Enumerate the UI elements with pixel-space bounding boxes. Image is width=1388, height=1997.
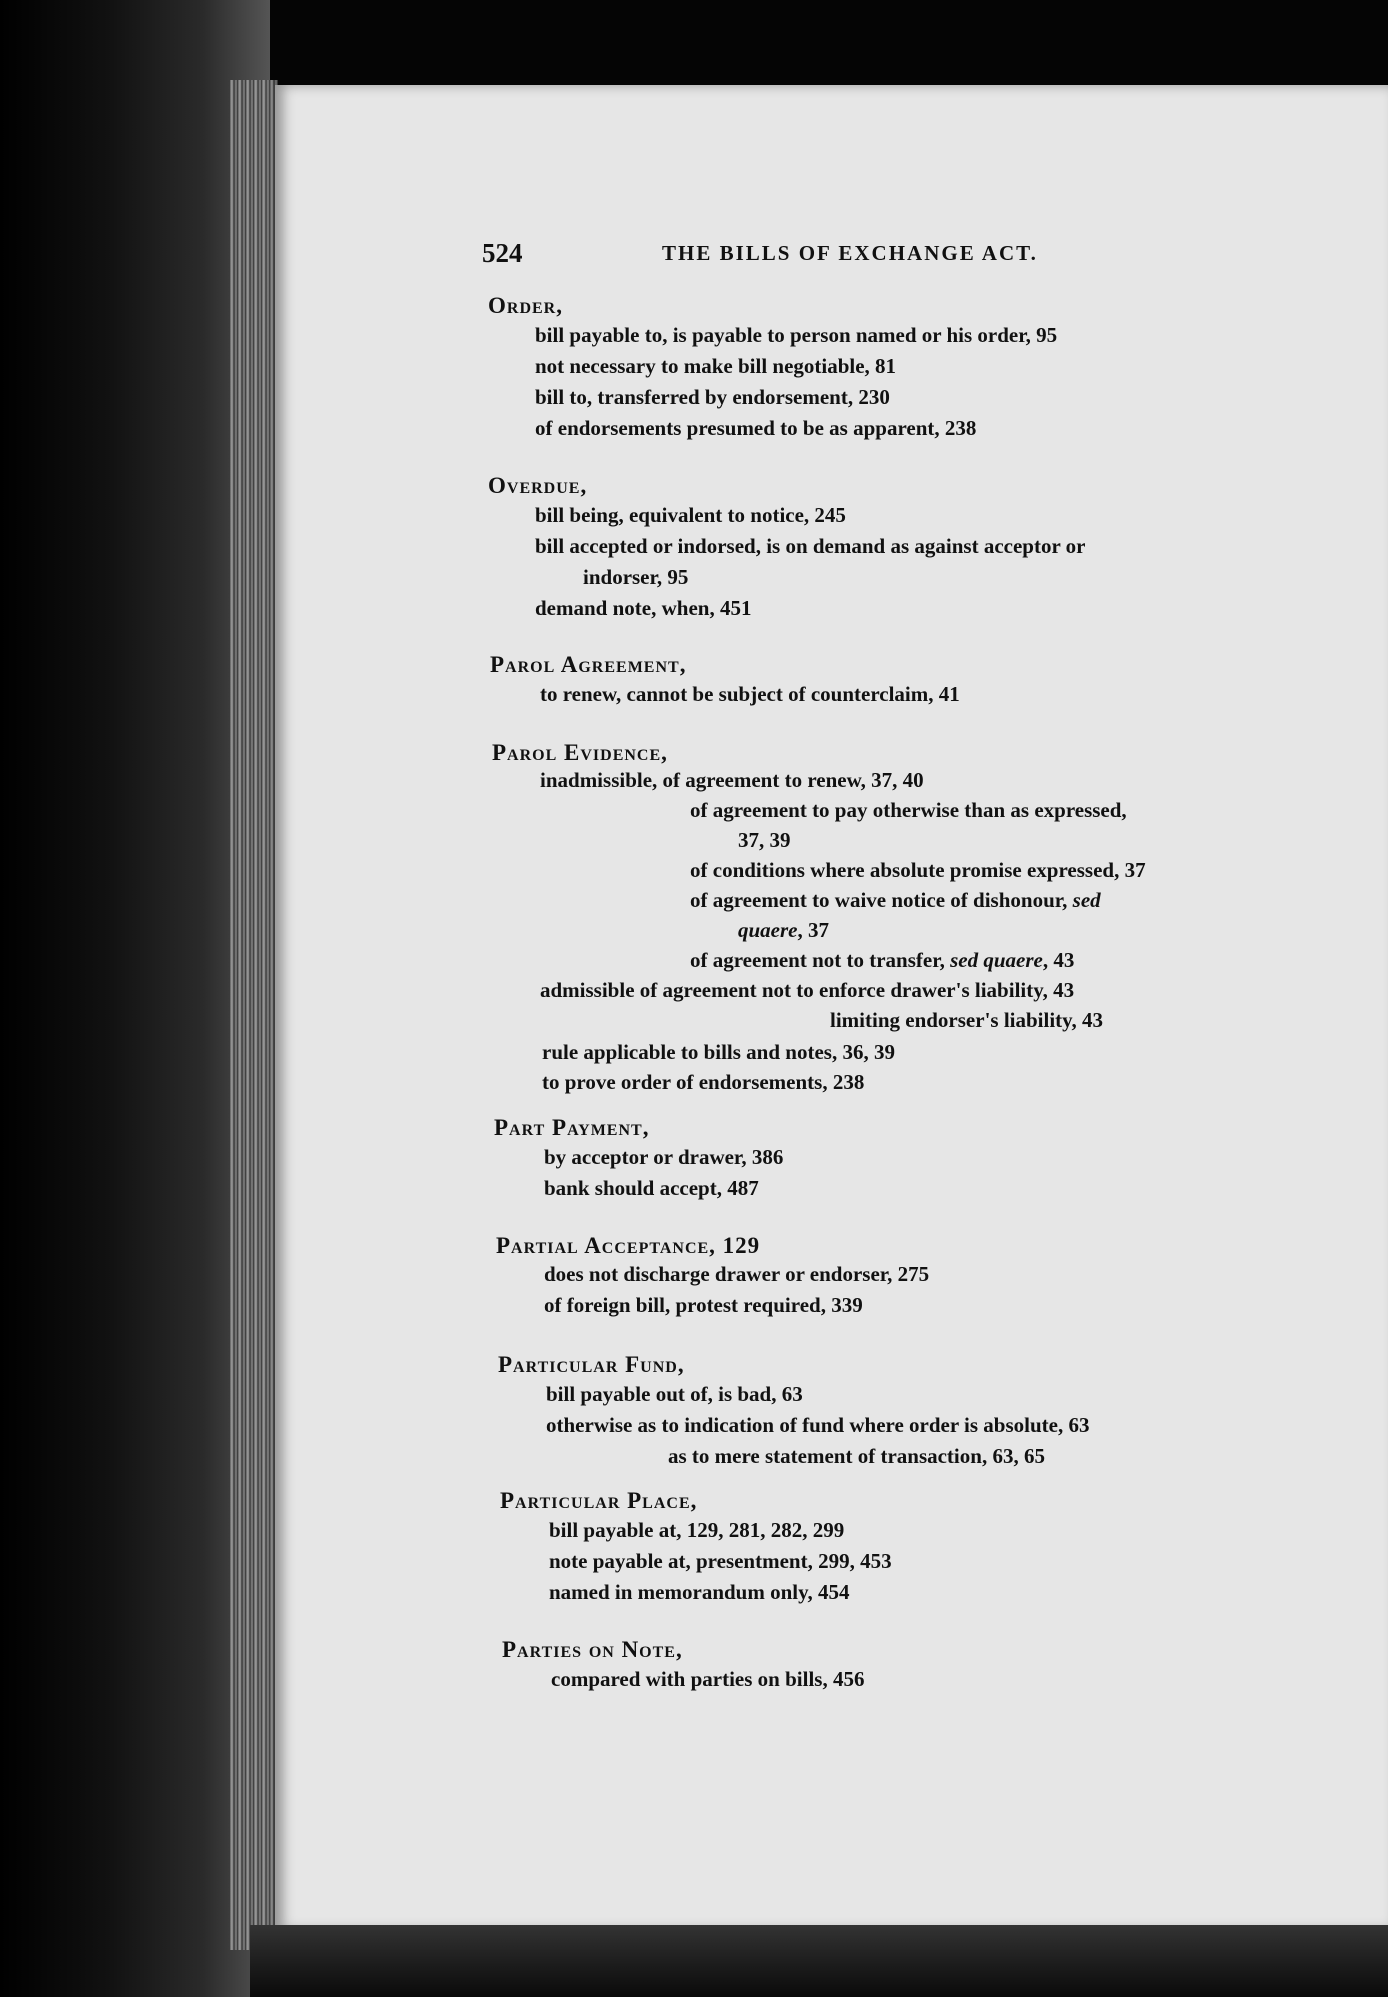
entry-line: rule applicable to bills and notes, 36, 39	[542, 1040, 895, 1064]
page-header	[482, 238, 1102, 268]
entry-line: bill payable at, 129, 281, 282, 299	[549, 1518, 845, 1542]
entry-line-latin: quaere	[738, 918, 798, 942]
entry-line: indorser, 95	[583, 565, 689, 589]
entry-line: does not discharge drawer or endorser, 275	[544, 1262, 930, 1286]
entry-line: to prove order of endorsements, 238	[542, 1070, 865, 1094]
entry-line-text: , 43	[1042, 948, 1075, 972]
entry-heading: Parol Evidence,	[492, 740, 668, 765]
entry-heading: Partial Acceptance, 129	[496, 1233, 761, 1258]
entry-line: not necessary to make bill negotiable, 81	[535, 354, 897, 378]
entry-line: bill being, equivalent to notice, 245	[535, 503, 846, 527]
entry-heading: Parties on Note,	[502, 1637, 683, 1662]
entry-line: bill accepted or indorsed, is on demand as against acceptor or	[535, 534, 1086, 558]
entry-line	[690, 948, 1074, 973]
entry-line: as to mere statement of transaction, 63, 65	[668, 1444, 1045, 1468]
entry-line: bill payable to, is payable to person named or his order, 95	[535, 323, 1058, 347]
entry-line: demand note, when, 451	[535, 596, 752, 620]
entry-heading: Particular Fund,	[498, 1352, 685, 1377]
entry-line: otherwise as to indication of fund where order is absolute, 63	[546, 1413, 1090, 1437]
entry-line: compared with parties on bills, 456	[551, 1667, 865, 1691]
entry-line-text: of agreement not to transfer,	[690, 948, 945, 972]
entry-line	[738, 918, 829, 943]
entry-line: named in memorandum only, 454	[549, 1580, 850, 1604]
entry-line-latin: sed	[1072, 888, 1101, 912]
entry-line: admissible of agreement not to enforce drawer's liability, 43	[540, 978, 1075, 1002]
entry-line: of agreement to pay otherwise than as expressed,	[690, 798, 1127, 822]
entry-line: 37, 39	[738, 828, 791, 852]
entry-line: bill payable out of, is bad, 63	[546, 1382, 803, 1406]
entry-line: by acceptor or drawer, 386	[544, 1145, 784, 1169]
entry-line-text: , 37	[797, 918, 829, 942]
entry-line: of conditions where absolute promise expressed, 37	[690, 858, 1146, 882]
entry-heading: Overdue,	[488, 473, 588, 498]
page-number: 524	[482, 238, 523, 268]
entry-line	[690, 888, 1101, 913]
entry-heading: Parol Agreement,	[490, 652, 687, 677]
entry-line: to renew, cannot be subject of counterclaim, 41	[540, 682, 960, 706]
entry-line: limiting endorser's liability, 43	[830, 1008, 1104, 1032]
entry-heading: Part Payment,	[494, 1115, 650, 1140]
entry-line-text: of agreement to waive notice of dishonour,	[690, 888, 1068, 912]
entry-heading: Particular Place,	[500, 1488, 698, 1513]
entry-line: of foreign bill, protest required, 339	[544, 1293, 863, 1317]
entry-line: bank should accept, 487	[544, 1176, 759, 1200]
entry-line: inadmissible, of agreement to renew, 37, 40	[540, 768, 924, 792]
entry-line-latin: sed quaere	[950, 948, 1043, 972]
entry-line: bill to, transferred by endorsement, 230	[535, 385, 890, 409]
entry-line: of endorsements presumed to be as apparent, 238	[535, 416, 977, 440]
entry-line: note payable at, presentment, 299, 453	[549, 1549, 892, 1573]
entry-heading: Order,	[488, 293, 563, 318]
running-title: THE BILLS OF EXCHANGE ACT.	[662, 241, 1038, 265]
